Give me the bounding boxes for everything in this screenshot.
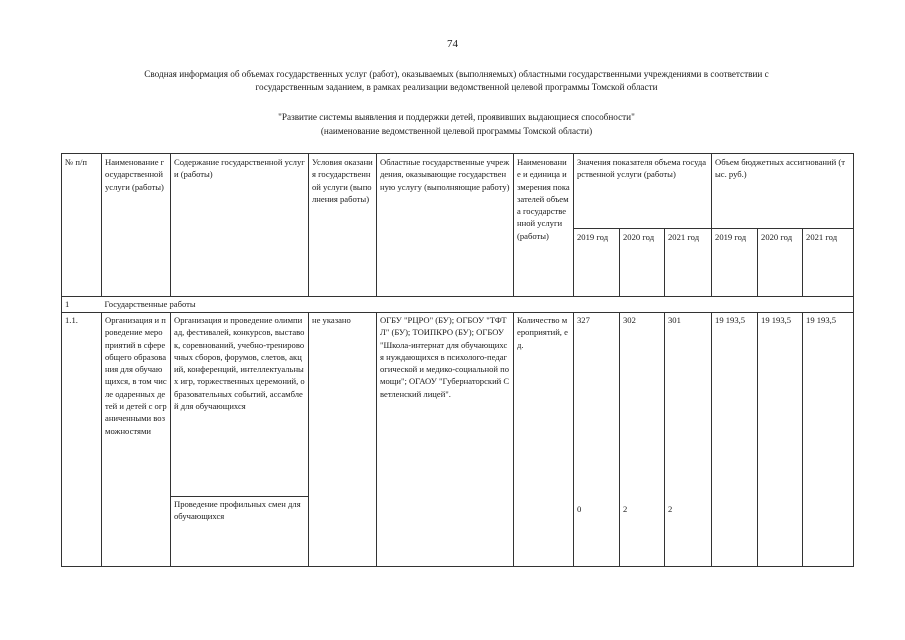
row-budget-2020: 19 193,5 <box>758 313 803 567</box>
row-conditions: не указано <box>309 313 377 567</box>
section-num: 1 <box>62 297 102 313</box>
row-service-name: Организация и проведение мероприятий в сфере общего образования для обучающихся, в том числе одаренных детей и детей с ограниченными возможностями <box>102 313 171 567</box>
row-volume-2019-a: 327 <box>574 313 620 497</box>
header-budget-2020: 2020 год <box>758 229 803 297</box>
header-volume-2020: 2020 год <box>620 229 665 297</box>
row-content-b: Проведение профильных смен для обучающихся <box>171 497 309 567</box>
program-name: "Развитие системы выявления и поддержки детей, проявивших выдающиеся способности" <box>278 112 635 122</box>
document-title <box>60 68 853 94</box>
header-volume-2019: 2019 год <box>574 229 620 297</box>
row-indicator: Количество мероприятий, ед. <box>514 313 574 567</box>
row-volume-2019-b: 0 <box>574 497 620 567</box>
row-volume-2021-a: 301 <box>665 313 712 497</box>
section-label: Государственные работы <box>102 297 854 313</box>
row-budget-2021: 19 193,5 <box>803 313 854 567</box>
header-budget-group: Объем бюджетных ассигнований (тыс. руб.) <box>712 154 854 229</box>
title-line-1: Сводная информация об объемах государственных услуг (работ), оказываемых (выполняемых) областными государственными учреждениями в соответствии с <box>144 69 769 79</box>
header-content: Содержание государственной услуги (работы) <box>171 154 309 297</box>
program-block <box>60 110 853 138</box>
program-caption: (наименование ведомственной целевой программы Томской области) <box>320 126 593 136</box>
row-institutions: ОГБУ "РЦРО" (БУ); ОГБОУ "ТФТЛ" (БУ); ТОИПКРО (БУ); ОГБОУ "Школа-интернат для обучающихся нуждающихся в психолого-педагогической и медико-социальной помощи"; ОГАОУ "Губернаторский Светленский лицей". <box>377 313 514 567</box>
header-budget-2019: 2019 год <box>712 229 758 297</box>
services-table <box>61 153 854 567</box>
row-volume-2020-a: 302 <box>620 313 665 497</box>
row-num: 1.1. <box>62 313 102 567</box>
header-budget-2021: 2021 год <box>803 229 854 297</box>
row-volume-2020-b: 2 <box>620 497 665 567</box>
header-num: № п/п <box>62 154 102 297</box>
header-institutions: Областные государственные учреждения, оказывающие государственную услугу (выполняющие работу) <box>377 154 514 297</box>
header-indicator: Наименование и единица измерения показателей объема государственной услуги (работы) <box>514 154 574 297</box>
title-line-2: государственным заданием, в рамках реализации ведомственной целевой программы Томской области <box>255 82 658 92</box>
section-row <box>62 297 854 313</box>
header-service-name: Наименование государственной услуги (работы) <box>102 154 171 297</box>
row-budget-2019: 19 193,5 <box>712 313 758 567</box>
header-volume-group: Значения показателя объема государственной услуги (работы) <box>574 154 712 229</box>
header-conditions: Условия оказания государственной услуги (выполнения работы) <box>309 154 377 297</box>
page-number: 74 <box>447 38 458 50</box>
header-volume-2021: 2021 год <box>665 229 712 297</box>
table-row <box>62 313 854 497</box>
row-content-a: Организация и проведение олимпиад, фестивалей, конкурсов, выставок, соревнований, учебно-тренировочных сборов, форумов, слетов, акций, конференций, интеллектуальных игр, торжественных церемоний, образовательных событий, ассамблей для обучающихся <box>171 313 309 497</box>
row-volume-2021-b: 2 <box>665 497 712 567</box>
